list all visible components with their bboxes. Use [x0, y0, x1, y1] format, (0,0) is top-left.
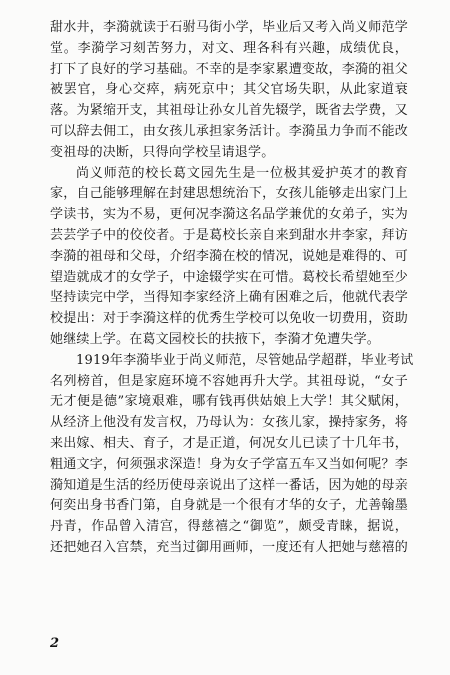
paragraph-start-line: 尚义师范的校长葛文园先生是一位极其爱护英才的教育 — [76, 165, 408, 181]
text-line: 落。为紧缩开支，其祖母让孙女儿首先辍学，既省去学费，又 — [50, 103, 408, 119]
text-line: 从经济上他没有发言权，乃母认为：女孩儿家，操持家务，将 — [50, 415, 408, 431]
text-line: 变祖母的决断，只得向学校呈请退学。 — [50, 144, 275, 160]
page-number: 2 — [50, 636, 60, 651]
text-line: 学读书，实为不易，更何况李漪这名品学兼优的女弟子，实为 — [50, 207, 408, 223]
body-text — [50, 18, 414, 559]
text-line: 名列榜首，但是家庭环境不容她再升大学。其祖母说，“女子 — [50, 373, 408, 389]
text-line: 坚持读完中学，当得知李家经济上确有困难之后，他就代表学 — [50, 290, 408, 306]
text-line: 李漪的祖母和父母，介绍李漪在校的情况，说她是难得的、可 — [50, 248, 408, 264]
text-line: 漪知道是生活的经历使母亲说出了这样一番话，因为她的母亲 — [50, 477, 408, 493]
text-line: 校提出：对于李漪这样的优秀生学校可以免收一切费用，资助 — [50, 311, 408, 327]
text-line: 甜水井，李漪就读于石驸马街小学，毕业后又考入尚义师范学 — [50, 20, 408, 35]
text-line: 芸芸学子中的佼佼者。于是葛校长亲自来到甜水井李家，拜访 — [50, 227, 408, 243]
text-line: 可以辞去佣工，由女孩儿承担家务活计。李漪虽力争而不能改 — [50, 123, 408, 139]
text-line: 被罢官，身心交瘁，病死京中；其父官场失职，从此家道衰 — [50, 82, 408, 98]
text-line: 粗通文字，何须强求深造！身为女子学富五车又当如何呢？李 — [50, 456, 408, 472]
text-line: 丹青，作品曾入清宫，得慈禧之“御览”，颇受青睐，据说， — [50, 519, 408, 535]
text-line: 家，自己能够理解在封建思想统治下，女孩儿能够走出家门上 — [50, 186, 408, 202]
text-line: 来出嫁、相夫、育子，才是正道，何况女儿已读了十几年书， — [50, 435, 408, 451]
text-line: 望造就成才的女学子，中途辍学实在可惜。葛校长希望她至少 — [50, 269, 408, 285]
text-line: 打下了良好的学习基础。不幸的是李家累遭变故，李漪的祖父 — [50, 61, 408, 77]
text-line: 无才便是德”家境艰难，哪有钱再供姑娘上大学！其父赋闲， — [50, 394, 408, 410]
text-line: 堂。李漪学习刻苦努力，对文、理各科有兴趣，成绩优良， — [50, 40, 408, 56]
text-line: 还把她召入宫禁，充当过御用画师，一度还有人把她与慈禧的 — [50, 539, 408, 555]
text-line: 她继续上学。在葛文园校长的扶掖下，李漪才免遭失学。 — [50, 331, 381, 347]
paragraph-start-line: 1919年李漪毕业于尚义师范，尽管她品学超群，毕业考试 — [76, 352, 414, 368]
text-line: 何奕出身书香门第，自身就是一个很有才华的女子，尤善翰墨 — [50, 498, 408, 514]
